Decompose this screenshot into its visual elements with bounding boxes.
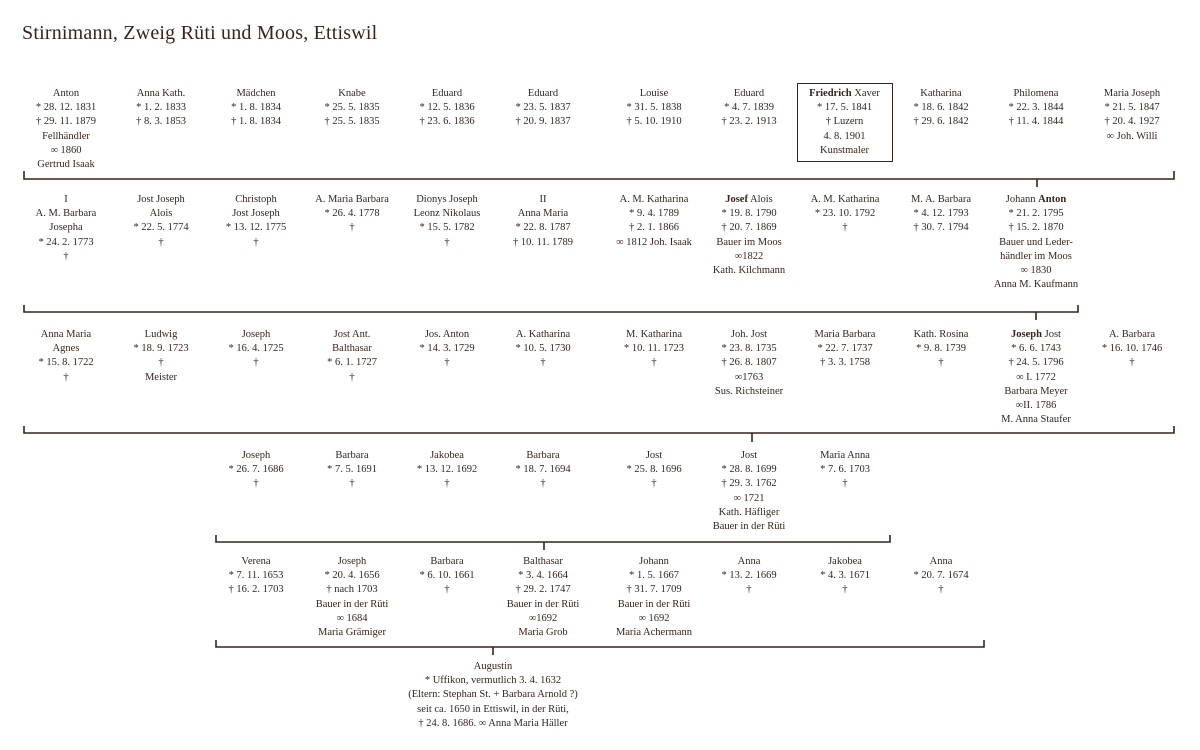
person-line: † 29. 3. 1762 — [721, 478, 777, 490]
person-line: ∞ 1830 — [1020, 265, 1052, 277]
person-line: * 22. 3. 1844 — [1008, 102, 1064, 114]
person-line: * 15. 5. 1782 — [419, 222, 475, 234]
person-line: ∞ I. 1772 — [1016, 371, 1056, 383]
person-line: * 20. 4. 1656 — [324, 570, 380, 582]
person-line: † — [253, 357, 259, 369]
person-line: * 3. 4. 1664 — [518, 570, 568, 582]
bracket-gen1 — [24, 171, 1174, 187]
person-line: † — [63, 371, 69, 383]
person-line: 4. 8. 1901 — [823, 130, 866, 142]
person-line: † 20. 9. 1837 — [515, 116, 571, 128]
person-line: Anna Maria — [517, 208, 569, 220]
person-line: † — [938, 584, 944, 596]
person-line: Jakobea — [828, 556, 862, 567]
person-line: Gertrud Isaak — [37, 159, 95, 171]
person-line: Jost Joseph — [137, 194, 185, 205]
person-line: † 10. 11. 1789 — [513, 236, 573, 248]
person-line: † — [444, 478, 450, 490]
bracket-gen5 — [216, 640, 984, 655]
person-line: Jost — [645, 450, 663, 461]
person-line: * 12. 5. 1836 — [419, 102, 475, 114]
person-line: * 4. 3. 1671 — [820, 570, 870, 582]
person-line: † — [842, 584, 848, 596]
person-line: A. Katharina — [515, 329, 571, 340]
person-g3-6 — [485, 328, 601, 371]
person-line: * 16. 4. 1725 — [228, 343, 284, 355]
name-part: Jost — [1041, 329, 1061, 340]
person-line: * 10. 5. 1730 — [515, 343, 571, 355]
person-g4-4 — [485, 449, 601, 492]
person-line: Eduard — [733, 88, 765, 99]
person-line: Barbara Meyer — [1004, 385, 1068, 397]
person-line: * 22. 5. 1774 — [133, 222, 189, 234]
person-line: * 22. 8. 1787 — [515, 222, 571, 234]
person-g4-7 — [787, 449, 903, 492]
person-line: † — [651, 357, 657, 369]
person-line: * 17. 5. 1841 — [816, 102, 873, 114]
person-line: Maria Anna — [820, 450, 870, 461]
person-line: Bauer in der Rüti — [506, 598, 580, 610]
name-part: Johann — [1005, 194, 1039, 205]
person-line: † 23. 6. 1836 — [419, 116, 475, 128]
person-line: Bauer in der Rüti — [617, 598, 691, 610]
person-line: * 23. 8. 1735 — [721, 343, 777, 355]
person-line: Maria Grob — [518, 627, 568, 639]
person-line: Augustin — [473, 661, 513, 672]
person-line: * 25. 8. 1696 — [626, 464, 682, 476]
person-line: Meister — [144, 371, 178, 383]
person-line: † Luzern — [825, 116, 864, 128]
person-line: * 4. 12. 1793 — [913, 208, 969, 220]
chart-title: Stirnimann, Zweig Rüti und Moos, Ettiswil — [22, 22, 378, 44]
person-line: * 7. 5. 1691 — [327, 464, 377, 476]
person-line: † — [158, 357, 164, 369]
person-line: Fellhändler — [42, 130, 90, 142]
person-line: * 18. 7. 1694 — [515, 464, 571, 476]
person-line: † — [540, 357, 546, 369]
person-line: † — [253, 478, 259, 490]
person-line: Mädchen — [236, 88, 276, 99]
person-line: † 15. 2. 1870 — [1008, 222, 1064, 234]
person-line: * 9. 8. 1739 — [916, 343, 966, 355]
person-line: * 25. 5. 1835 — [324, 102, 380, 114]
person-line: † — [158, 236, 164, 248]
person-line: Katharina — [920, 88, 962, 99]
bracket-gen4 — [216, 535, 890, 550]
person-line: † — [444, 584, 450, 596]
person-line: Joh. Jost — [730, 329, 768, 340]
person-line: * 21. 5. 1847 — [1104, 102, 1160, 114]
person-line: * 28. 8. 1699 — [721, 464, 777, 476]
person-line: * 28. 12. 1831 — [35, 102, 97, 114]
person-line: † 29. 6. 1842 — [913, 116, 969, 128]
name-emphasis: Joseph — [1011, 329, 1042, 340]
person-line: ∞ Joh. Willi — [1106, 130, 1158, 142]
person-line: M. A. Barbara — [910, 194, 972, 205]
person-line: Anna Kath. — [136, 88, 186, 99]
person-name — [798, 87, 892, 101]
name-part: Xaver — [851, 88, 880, 99]
person-line: Anna M. Kaufmann — [993, 279, 1079, 291]
person-line: † 31. 7. 1709 — [626, 584, 682, 596]
person-line: ∞ 1684 — [336, 612, 368, 624]
person-line: seit ca. 1650 in Ettiswil, in der Rüti, — [417, 703, 569, 715]
person-line: Eduard — [431, 88, 463, 99]
person-line: * 18. 6. 1842 — [913, 102, 969, 114]
person-line: A. M. Katharina — [810, 194, 880, 205]
person-line: A. M. Barbara — [35, 208, 97, 220]
person-line: * Uffikon, vermutlich 3. 4. 1632 — [424, 675, 562, 687]
person-line: † 3. 3. 1758 — [820, 357, 870, 369]
name-emphasis: Josef — [725, 194, 748, 205]
person-line: Maria Grämiger — [318, 627, 386, 639]
person-g1-8 — [691, 87, 807, 130]
person-line: * 15. 8. 1722 — [38, 357, 94, 369]
person-line: Kath. Rosina — [913, 329, 969, 340]
person-line: Ludwig — [144, 329, 178, 340]
person-line: * 26. 7. 1686 — [228, 464, 284, 476]
person-line: ∞1763 — [734, 371, 764, 383]
person-line: Dionys Joseph — [416, 194, 478, 205]
person-line: † — [651, 478, 657, 490]
person-line: Jos. Anton — [424, 329, 470, 340]
person-line: Kath. Häfliger — [718, 506, 780, 518]
person-line: ∞II. 1786 — [1015, 400, 1057, 412]
person-line: † — [444, 236, 450, 248]
person-line: Bauer im Moos — [716, 236, 782, 248]
person-line: † — [1129, 357, 1135, 369]
person-line: Anton — [52, 88, 80, 99]
person-line: * 14. 3. 1729 — [419, 343, 475, 355]
person-line: Eduard — [527, 88, 559, 99]
person-line: † 5. 10. 1910 — [626, 116, 682, 128]
person-line: † nach 1703 — [326, 584, 378, 596]
person-line: * 13. 12. 1692 — [416, 464, 478, 476]
person-line: † 2. 1. 1866 — [629, 222, 679, 234]
person-line: † 29. 2. 1747 — [515, 584, 571, 596]
person-line: Bauer in der Rüti — [315, 598, 389, 610]
person-line: * 13. 2. 1669 — [721, 570, 777, 582]
person-line: † 16. 2. 1703 — [228, 584, 284, 596]
person-line: Agnes — [52, 343, 80, 355]
person-line: * 9. 4. 1789 — [629, 208, 679, 220]
bracket-gen3 — [24, 426, 1174, 442]
person-line: Philomena — [1013, 88, 1059, 99]
person-line: † 29. 11. 1879 — [36, 116, 96, 128]
person-line: * 24. 2. 1773 — [38, 236, 94, 248]
person-line: Barbara — [430, 556, 464, 567]
person-line: M. Katharina — [626, 329, 682, 340]
person-line: Verena — [241, 556, 271, 567]
person-line: ∞ 1812 Joh. Isaak — [616, 236, 692, 248]
person-g1-12 — [1074, 87, 1190, 144]
person-line: ∞1822 — [734, 250, 764, 262]
person-line: I — [64, 194, 68, 205]
bracket-gen2 — [24, 305, 1078, 320]
person-line: ∞1692 — [528, 612, 558, 624]
person-line: * 19. 8. 1790 — [721, 208, 777, 220]
person-line: * 4. 7. 1839 — [724, 102, 774, 114]
person-line: Knabe — [338, 88, 366, 99]
person-line: * 1. 5. 1667 — [629, 570, 679, 582]
person-line: † — [349, 478, 355, 490]
person-line: * 7. 11. 1653 — [228, 570, 284, 582]
person-g5-8 — [883, 555, 999, 598]
person-line: † — [746, 584, 752, 596]
person-line: Louise — [639, 88, 669, 99]
name-emphasis: Friedrich — [809, 88, 852, 99]
person-line: * 22. 7. 1737 — [817, 343, 873, 355]
person-line: A. M. Katharina — [619, 194, 689, 205]
person-line: Anna — [929, 556, 953, 567]
person-line: † 24. 5. 1796 — [1008, 357, 1064, 369]
person-line: † 26. 8. 1807 — [721, 357, 777, 369]
person-line: † — [540, 478, 546, 490]
person-line: Bauer in der Rüti — [712, 521, 786, 533]
person-line: Barbara — [335, 450, 369, 461]
person-line: † 8. 3. 1853 — [136, 116, 186, 128]
person-line: Joseph — [241, 329, 271, 340]
person-line: Maria Joseph — [1103, 88, 1161, 99]
person-line: ∞ 1860 — [50, 144, 82, 156]
person-line: (Eltern: Stephan St. + Barbara Arnold ?) — [408, 689, 578, 701]
person-line: † 20. 7. 1869 — [721, 222, 777, 234]
person-line: Alois — [149, 208, 173, 220]
person-name — [978, 193, 1094, 207]
person-line: Jost Ant. — [333, 329, 371, 340]
person-line: Joseph — [241, 450, 271, 461]
person-line: * 10. 11. 1723 — [624, 343, 684, 355]
person-line: A. Barbara — [1108, 329, 1156, 340]
person-line: Leonz Nikolaus — [413, 208, 481, 220]
person-line: † — [938, 357, 944, 369]
person-line: Jost Joseph — [232, 208, 280, 220]
person-line: * 31. 5. 1838 — [626, 102, 682, 114]
person-line: Joseph — [337, 556, 367, 567]
person-g5-4 — [485, 555, 601, 640]
person-line: † — [842, 222, 848, 234]
person-line: * 1. 8. 1834 — [231, 102, 281, 114]
person-line: * 7. 6. 1703 — [820, 464, 870, 476]
person-line: Sus. Richsteiner — [714, 385, 784, 397]
person-line: * 1. 2. 1833 — [136, 102, 186, 114]
person-line: † — [253, 236, 259, 248]
person-line: Balthasar — [523, 556, 563, 567]
person-line: * 6. 6. 1743 — [1011, 343, 1061, 355]
person-line: Barbara — [526, 450, 560, 461]
person-line: Maria Barbara — [814, 329, 876, 340]
person-line: † 20. 4. 1927 — [1104, 116, 1160, 128]
person-line: * 16. 10. 1746 — [1101, 343, 1163, 355]
person-line: Anna Maria — [40, 329, 92, 340]
person-line: * 23. 10. 1792 — [814, 208, 876, 220]
person-g2-6 — [485, 193, 601, 250]
person-line: † — [842, 478, 848, 490]
person-line: Christoph — [235, 194, 277, 205]
person-line: M. Anna Staufer — [1001, 414, 1071, 426]
person-line: * 21. 2. 1795 — [1008, 208, 1064, 220]
person-line: † 23. 2. 1913 — [721, 116, 777, 128]
person-line: Bauer und Leder- — [999, 236, 1073, 248]
person-line: Josepha — [49, 222, 83, 234]
person-line: * 18. 9. 1723 — [133, 343, 189, 355]
person-line: † — [444, 357, 450, 369]
person-line: Kunstmaler — [820, 144, 869, 156]
person-g3-12 — [1074, 328, 1190, 371]
person-line: † 1. 8. 1834 — [231, 116, 281, 128]
person-line: † — [63, 250, 69, 262]
person-line: † — [349, 222, 355, 234]
person-line: † 11. 4. 1844 — [1008, 116, 1064, 128]
person-g6-1 — [373, 660, 613, 731]
person-g1-9 — [797, 83, 893, 162]
person-line: Anna — [737, 556, 761, 567]
person-line: * 23. 5. 1837 — [515, 102, 571, 114]
person-line: * 6. 1. 1727 — [327, 357, 377, 369]
person-line: Jakobea — [430, 450, 464, 461]
person-g2-11 — [978, 193, 1094, 292]
person-line: Jost — [740, 450, 758, 461]
person-line: † 30. 7. 1794 — [913, 222, 969, 234]
person-line: A. Maria Barbara — [315, 194, 389, 205]
person-line: * 6. 10. 1661 — [419, 570, 475, 582]
person-line: Johann — [639, 556, 669, 567]
person-line: * 26. 4. 1778 — [324, 208, 380, 220]
person-line: Balthasar — [332, 343, 372, 355]
person-line: * 13. 12. 1775 — [225, 222, 287, 234]
person-line: II — [539, 194, 547, 205]
person-line: Kath. Kilchmann — [712, 265, 786, 277]
person-line: † 24. 8. 1686. ∞ Anna Maria Häller — [418, 717, 568, 729]
person-g1-6 — [485, 87, 601, 130]
person-line: Maria Achermann — [615, 627, 693, 639]
person-line: ∞ 1692 — [638, 612, 670, 624]
name-part: Alois — [747, 194, 773, 205]
person-line: * 20. 7. 1674 — [913, 570, 969, 582]
person-line: ∞ 1721 — [733, 492, 765, 504]
name-emphasis: Anton — [1038, 194, 1067, 205]
person-line: † 25. 5. 1835 — [324, 116, 380, 128]
person-line: händler im Moos — [1000, 250, 1072, 262]
person-line: † — [349, 371, 355, 383]
